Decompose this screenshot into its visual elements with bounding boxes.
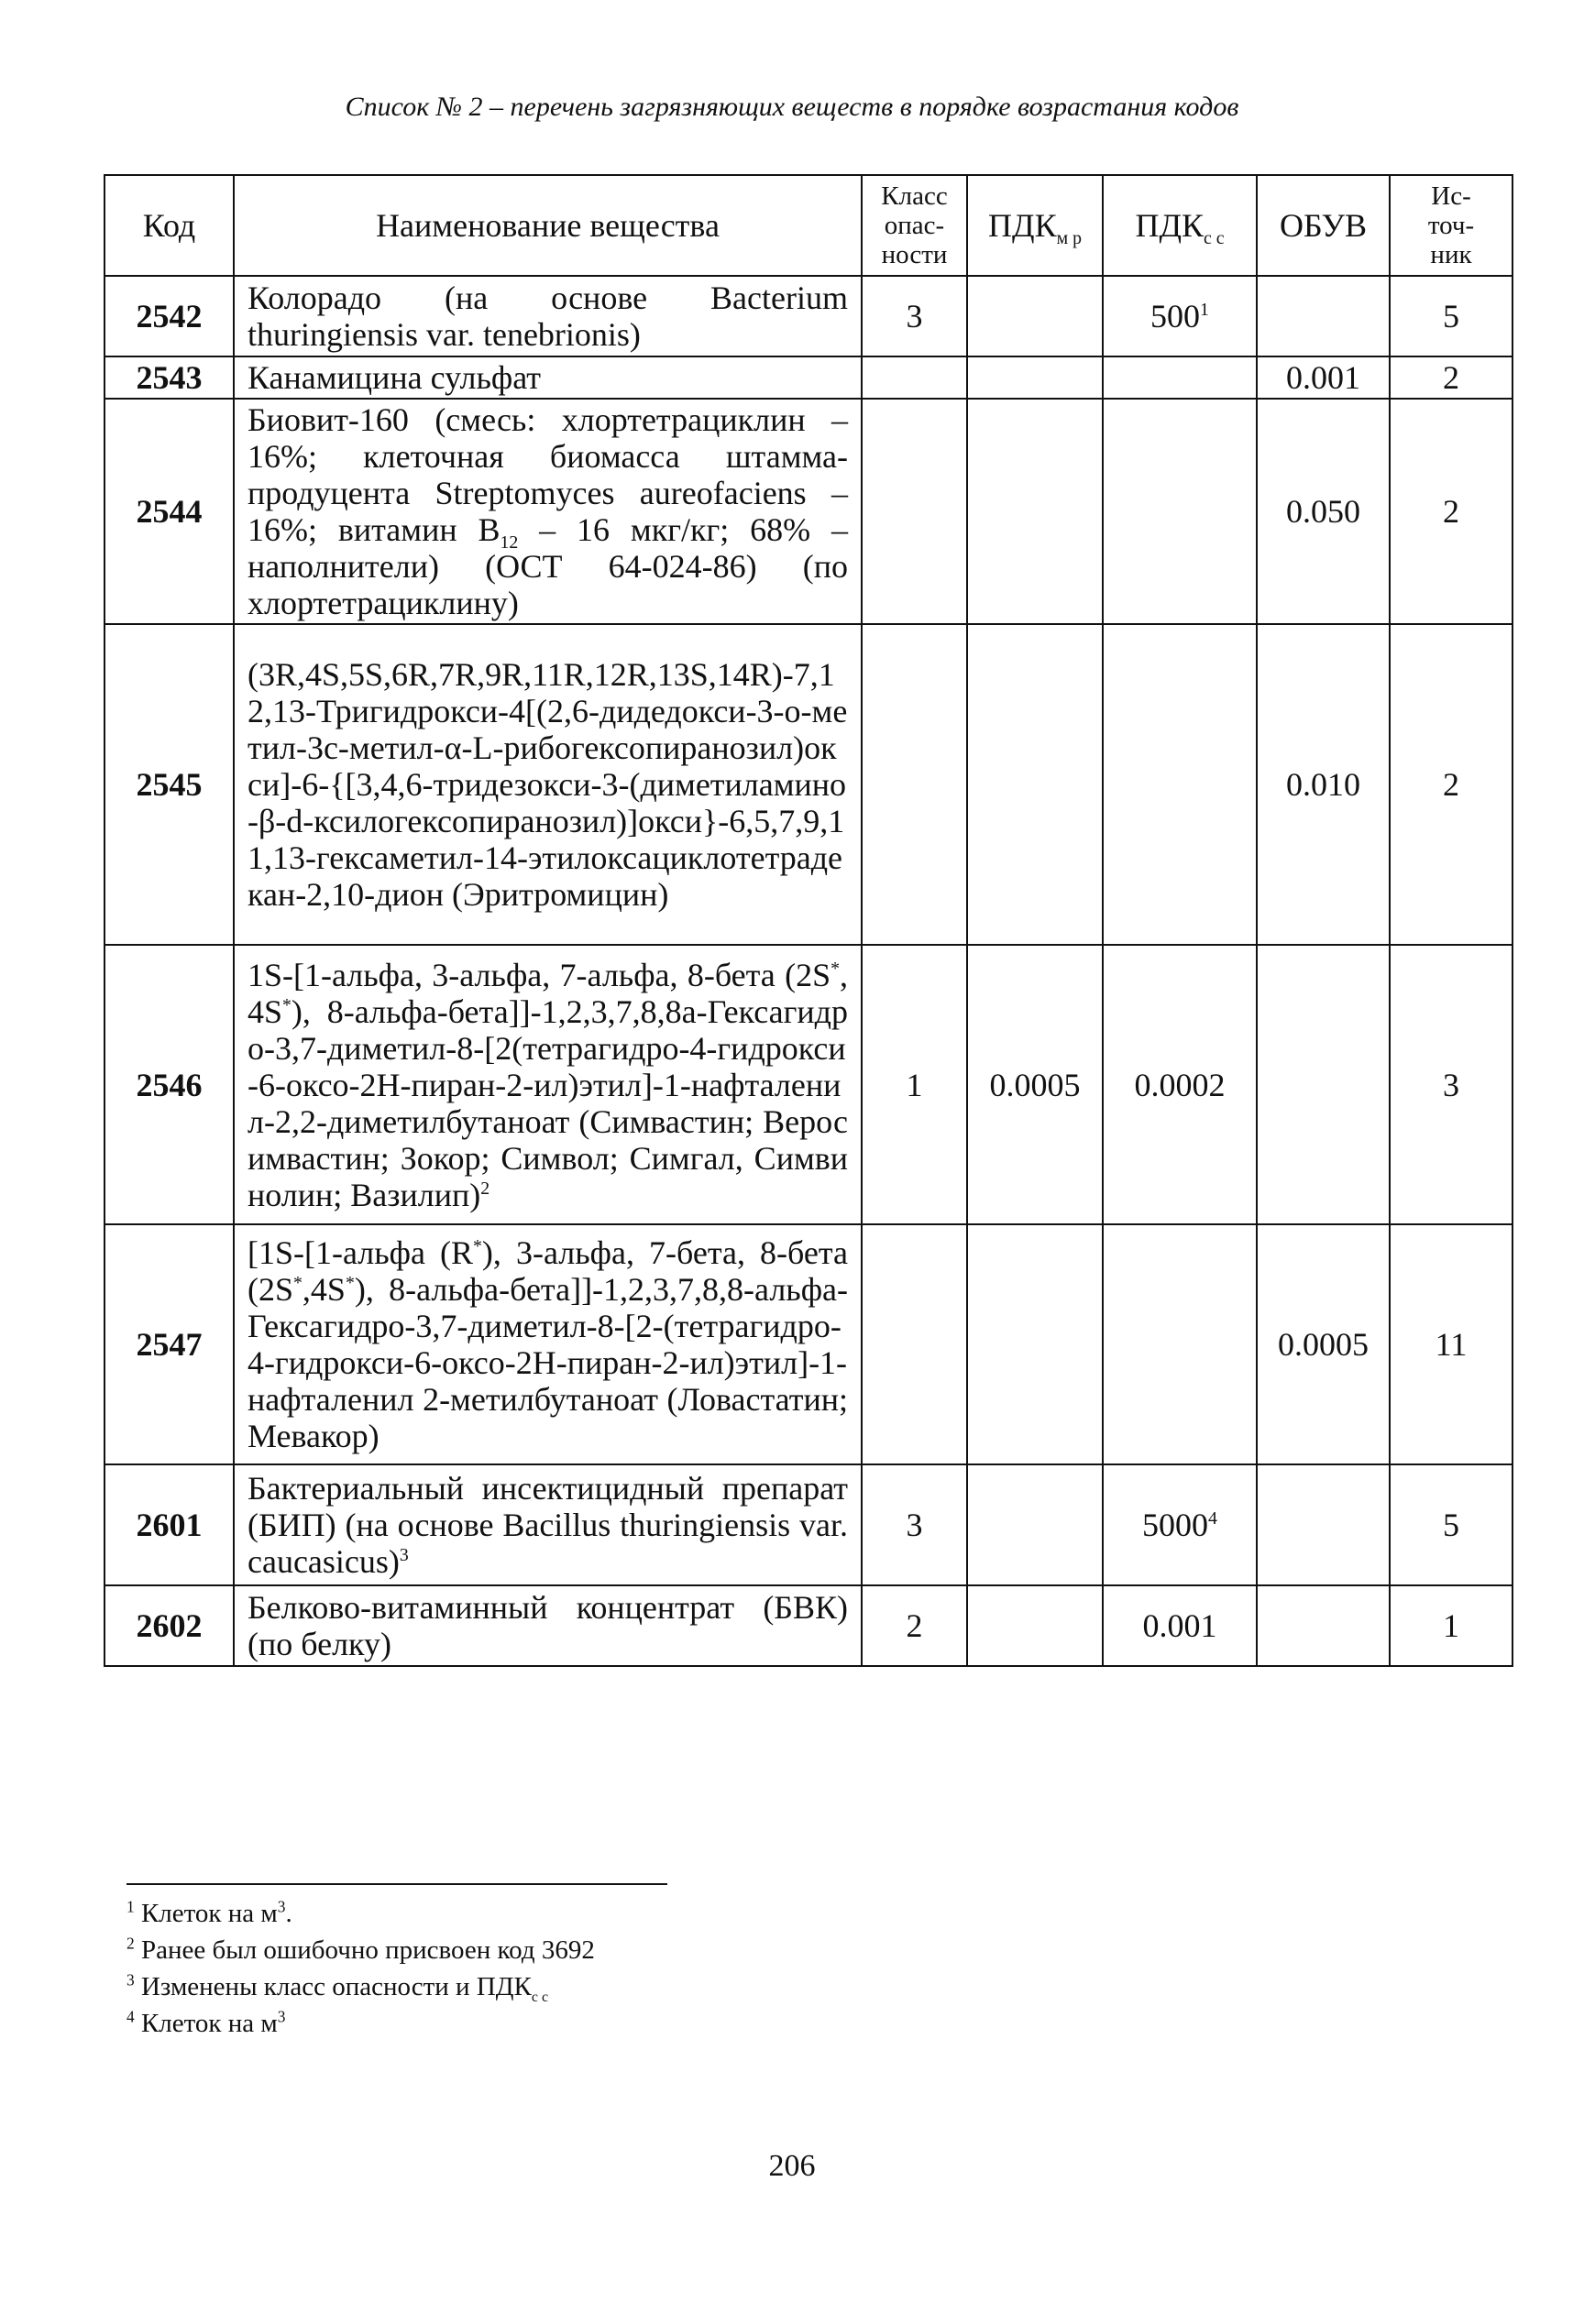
table-row <box>104 1585 1512 1666</box>
cell-code: 2601 <box>104 1464 234 1585</box>
cell-pdk-mr <box>967 1464 1103 1585</box>
table-row <box>104 276 1512 356</box>
header-source-line-2: точ- <box>1427 211 1475 240</box>
name-asterisk: * <box>293 1273 302 1293</box>
cell-source: 2 <box>1390 624 1512 945</box>
cell-obuv: 0.050 <box>1257 399 1390 624</box>
header-source <box>1390 175 1512 276</box>
name-asterisk: * <box>345 1273 355 1293</box>
cell-obuv <box>1257 945 1390 1224</box>
name-part: ,4S <box>302 1271 346 1308</box>
cell-obuv <box>1257 1464 1390 1585</box>
header-hazard-line-3: ности <box>881 240 948 269</box>
name-asterisk: * <box>282 994 292 1015</box>
footnote-text-end: . <box>285 1899 292 1928</box>
page-number: 206 <box>768 2149 816 2183</box>
cell-pdk-ss <box>1103 624 1257 945</box>
footnote-text: Клеток на м <box>134 2009 278 2038</box>
footnote-2 <box>126 1932 595 1968</box>
name-part: [1S-[1-альфа (R <box>248 1234 474 1271</box>
footnote-text: Ранее был ошибочно присвоен код 3692 <box>134 1935 595 1965</box>
cell-hazard <box>862 356 967 399</box>
table-row <box>104 399 1512 624</box>
cell-pdk-ss <box>1103 1224 1257 1464</box>
cell-name <box>234 399 862 624</box>
header-pdk-mr-sub: м р <box>1056 228 1082 249</box>
name-part: Биовит-160 (смесь: хлортетрациклин – 16%; клеточная биомасса штамма-продуцента Streptomyces aureofaciens – 16%; витамин B <box>248 401 848 548</box>
cell-hazard: 3 <box>862 1464 967 1585</box>
list-title: Список № 2 – перечень загрязняющих веществ в порядке возрастания кодов <box>345 92 1239 122</box>
cell-obuv <box>1257 1585 1390 1666</box>
header-pdk-ss-base: ПДК <box>1135 207 1204 244</box>
cell-name: (3R,4S,5S,6R,7R,9R,11R,12R,13S,14R)-7,12,13-Тригидрокси-4[(2,6-дидедокси-3-о-метил-3с-метил-α-L-рибогексопиранозил)окси]-6-{[3,4,6-тридезокси-3-(диметиламино-β-d-ксилогексопиранозил)]окси}-6,5,7,9,11,13-гексаметил-14-этилоксациклотетрадекан-2,10-дион (Эритромицин) <box>234 624 862 945</box>
pollutants-table <box>104 174 1513 1667</box>
cell-code: 2545 <box>104 624 234 945</box>
cell-pdk-ss <box>1103 276 1257 356</box>
cell-code: 2544 <box>104 399 234 624</box>
cell-name: Колорадо (на основе Bacterium thuringiensis var. tenebrionis) <box>234 276 862 356</box>
cell-obuv: 0.001 <box>1257 356 1390 399</box>
cell-source: 2 <box>1390 356 1512 399</box>
cell-pdk-mr <box>967 276 1103 356</box>
cell-hazard: 2 <box>862 1585 967 1666</box>
footnote-1 <box>126 1895 595 1932</box>
cell-source: 2 <box>1390 399 1512 624</box>
header-obuv: ОБУВ <box>1257 175 1390 276</box>
cell-name <box>234 1464 862 1585</box>
footnote-ref: 3 <box>399 1545 409 1565</box>
header-hazard-line-2: опас- <box>884 211 945 240</box>
table-row <box>104 356 1512 399</box>
footnote-4 <box>126 2005 595 2042</box>
name-part: ), 8-альфа-бета]]-1,2,3,7,8,8а-Гексагидро-3,7-диметил-8-[2(тетрагидро-4-гидрокси-6-оксо-2Н-пиран-2-ил)этил]-1-нафталенил-2,2-диметилбутаноат (Симвастин; Веросимвастин; Зокор; Символ; Симгал, Симвинолин; Вазилип) <box>248 992 848 1213</box>
footnote-mark: 2 <box>126 1934 135 1953</box>
header-pdk-mr-base: ПДК <box>988 207 1057 244</box>
header-pdk-ss <box>1103 175 1257 276</box>
table-row <box>104 1224 1512 1464</box>
cell-name <box>234 1224 862 1464</box>
cell-source: 11 <box>1390 1224 1512 1464</box>
cell-pdk-ss <box>1103 1464 1257 1585</box>
name-part: 1S-[1-альфа, 3-альфа, 7-альфа, 8-бета (2S <box>248 956 831 993</box>
cell-name: Канамицина сульфат <box>234 356 862 399</box>
footnote-sup: 3 <box>277 2007 286 2026</box>
cell-pdk-ss: 0.0002 <box>1103 945 1257 1224</box>
header-source-line-3: ник <box>1430 240 1472 269</box>
cell-source: 3 <box>1390 945 1512 1224</box>
footnote-3 <box>126 1968 595 2005</box>
cell-code: 2542 <box>104 276 234 356</box>
cell-code: 2602 <box>104 1585 234 1666</box>
cell-obuv <box>1257 276 1390 356</box>
name-asterisk: * <box>473 1236 482 1256</box>
footnote-sup: 3 <box>277 1897 286 1916</box>
footnote-text: Изменены класс опасности и ПДК <box>134 1972 532 2001</box>
name-part: ), 8-альфа-бета]]-1,2,3,7,8,8-альфа-Гексагидро-3,7-диметил-8-[2-(тетрагидро-4-гидрокси-6-оксо-2Н-пиран-2-ил)этил]-1-нафталенил 2-метилбутаноат (Ловастатин; Мевакор) <box>248 1271 848 1454</box>
cell-obuv: 0.0005 <box>1257 1224 1390 1464</box>
pdk-ss-value: 5000 <box>1142 1507 1209 1543</box>
table-row <box>104 1464 1512 1585</box>
footnote-mark: 1 <box>126 1897 135 1916</box>
header-pdk-mr <box>967 175 1103 276</box>
cell-code: 2546 <box>104 945 234 1224</box>
table-row <box>104 945 1512 1224</box>
table-row <box>104 624 1512 945</box>
cell-pdk-ss <box>1103 399 1257 624</box>
cell-pdk-mr <box>967 356 1103 399</box>
cell-hazard <box>862 1224 967 1464</box>
name-part: ), 3-альфа, 7-бета, 8-бета (2S <box>248 1234 848 1308</box>
cell-source: 5 <box>1390 1464 1512 1585</box>
pdk-ss-value: 500 <box>1150 298 1201 334</box>
table-header-row <box>104 175 1512 276</box>
name-part: ,4S <box>248 956 848 1030</box>
header-pdk-ss-sub: с с <box>1204 228 1225 249</box>
footnote-text: Клеток на м <box>134 1899 278 1928</box>
footnote-ref: 1 <box>1200 300 1209 320</box>
header-source-line-1: Ис- <box>1431 181 1471 211</box>
cell-hazard: 3 <box>862 276 967 356</box>
cell-pdk-ss: 0.001 <box>1103 1585 1257 1666</box>
cell-pdk-mr <box>967 1224 1103 1464</box>
header-code: Код <box>104 175 234 276</box>
footnote-divider <box>126 1883 667 1885</box>
cell-pdk-mr <box>967 1585 1103 1666</box>
name-asterisk: * <box>830 958 840 979</box>
cell-pdk-ss <box>1103 356 1257 399</box>
cell-name: Белково-витаминный концентрат (БВК) (по белку) <box>234 1585 862 1666</box>
footnote-ref: 4 <box>1208 1508 1217 1529</box>
footnote-mark: 4 <box>126 2007 135 2026</box>
cell-hazard: 1 <box>862 945 967 1224</box>
cell-source: 1 <box>1390 1585 1512 1666</box>
cell-hazard <box>862 399 967 624</box>
cell-source: 5 <box>1390 276 1512 356</box>
cell-code: 2547 <box>104 1224 234 1464</box>
footnote-mark: 3 <box>126 1970 135 1990</box>
header-name: Наименование вещества <box>234 175 862 276</box>
cell-obuv: 0.010 <box>1257 624 1390 945</box>
footnotes <box>126 1895 595 2042</box>
header-hazard-line-1: Класс <box>881 181 948 211</box>
name-subscript: 12 <box>500 532 519 554</box>
header-hazard <box>862 175 967 276</box>
cell-pdk-mr: 0.0005 <box>967 945 1103 1224</box>
cell-pdk-mr <box>967 624 1103 945</box>
footnote-sub: с с <box>531 1989 549 2005</box>
name-part: – 16 мкг/кг; 68% – наполнители) (ОСТ 64-024-86) (по хлортетрациклину) <box>248 511 848 621</box>
name-part: Бактериальный инсектицидный препарат (БИП) (на основе Bacillus thuringiensis var. caucasicus) <box>248 1470 848 1580</box>
cell-pdk-mr <box>967 399 1103 624</box>
cell-name <box>234 945 862 1224</box>
cell-hazard <box>862 624 967 945</box>
footnote-ref: 2 <box>480 1178 490 1199</box>
cell-code: 2543 <box>104 356 234 399</box>
